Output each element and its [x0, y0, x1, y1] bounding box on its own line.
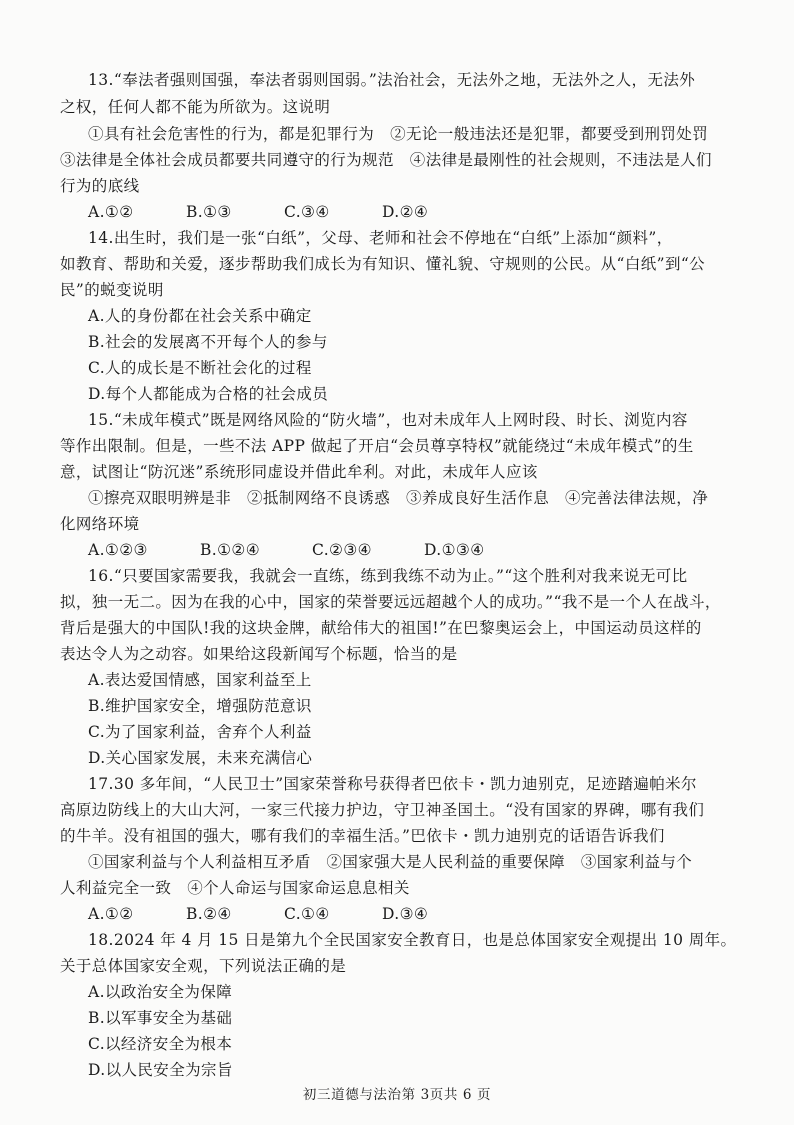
q13-option-b: B.①③	[186, 203, 232, 221]
q14-option-c: C.人的成长是不断社会化的过程	[88, 359, 312, 377]
q15-option-d: D.①③④	[424, 541, 485, 559]
q17-option-a: A.①②	[88, 905, 134, 923]
q16-option-c: C.为了国家利益，舍弃个人利益	[88, 723, 312, 741]
q15-option-c: C.②③④	[312, 541, 372, 559]
q15-stem-line-2: 等作出限制。但是，一些不法 APP 做起了开启“会员尊享特权”就能绕过“未成年模式”的生	[60, 437, 694, 455]
q13-option-a: A.①②	[88, 203, 134, 221]
q18-stem-line-1: 18.2024 年 4 月 15 日是第九个全民国家安全教育日，也是总体国家安全观提出 10 周年。	[88, 931, 737, 949]
q17-option-c: C.①④	[284, 905, 330, 923]
q13-stem-line-1: 13.“奉法者强则国强，奉法者弱则国弱。”法治社会，无法外之地，无法外之人，无法外	[88, 71, 696, 89]
q17-stem-line-2: 高原边防线上的大山大河，一家三代接力护边，守卫神圣国土。“没有国家的界碑，哪有我们	[60, 801, 705, 819]
q14-option-d: D.每个人都能成为合格的社会成员	[88, 385, 329, 403]
q13-stem-line-2: 之权，任何人都不能为所欲为。这说明	[60, 98, 331, 116]
q13-statement-line-3: 行为的底线	[60, 177, 140, 195]
q16-option-a: A.表达爱国情感，国家利益至上	[88, 671, 312, 689]
q17-stem-line-1: 17.30 多年间，“人民卫士”国家荣誉称号获得者巴依卡・凯力迪别克，足迹踏遍帕米尔	[88, 775, 697, 793]
q18-option-a: A.以政治安全为保障	[88, 983, 233, 1001]
q15-statement-line-2: 化网络环境	[60, 515, 140, 533]
q16-option-d: D.关心国家发展，未来充满信心	[88, 749, 313, 767]
q14-stem-line-3: 民”的蜕变说明	[60, 281, 164, 299]
page-footer: 初三道德与法治第 3页共 6 页	[302, 1087, 492, 1103]
q16-stem-line-2: 拟，独一无二。因为在我的心中，国家的荣誉要远远超越个人的成功。”“我不是一个人在战斗，	[60, 593, 721, 611]
q17-option-d: D.③④	[382, 905, 429, 923]
q13-statement-line-1: ①具有社会危害性的行为，都是犯罪行为 ②无论一般违法还是犯罪，都要受到刑罚处罚	[88, 125, 709, 143]
q17-statement-line-1: ①国家利益与个人利益相互矛盾 ②国家强大是人民利益的重要保障 ③国家利益与个	[88, 853, 693, 871]
q17-option-b: B.②④	[186, 905, 232, 923]
q18-option-b: B.以军事安全为基础	[88, 1009, 233, 1027]
q16-stem-line-4: 表达令人为之动容。如果给这段新闻写个标题，恰当的是	[60, 645, 458, 663]
q14-option-b: B.社会的发展离不开每个人的参与	[88, 333, 328, 351]
q13-option-d: D.②④	[382, 203, 429, 221]
q13-option-c: C.③④	[284, 203, 330, 221]
q16-stem-line-1: 16.“只要国家需要我，我就会一直练，练到我练不动为止。”“这个胜利对我来说无可比	[88, 567, 688, 585]
q15-stem-line-1: 15.“未成年模式”既是网络风险的“防火墙”，也对未成年人上网时段、时长、浏览内容	[88, 411, 688, 429]
q14-option-a: A.人的身份都在社会关系中确定	[88, 307, 312, 325]
q15-stem-line-3: 意，试图让“防沉迷”系统形同虚设并借此牟利。对此，未成年人应该	[60, 463, 538, 481]
q14-stem-line-2: 如教育、帮助和关爱，逐步帮助我们成长为有知识、懂礼貌、守规则的公民。从“白纸”到“公	[60, 255, 706, 273]
q17-stem-line-3: 的牛羊。没有祖国的强大，哪有我们的幸福生活。”巴依卡・凯力迪别克的话语告诉我们	[60, 827, 665, 845]
q14-stem-line-1: 14.出生时，我们是一张“白纸”，父母、老师和社会不停地在“白纸”上添加“颜料”，	[88, 229, 673, 247]
q13-statement-line-2: ③法律是全体社会成员都要共同遵守的行为规范 ④法律是最刚性的社会规则，不违法是人们	[60, 151, 712, 169]
q15-option-b: B.①②④	[200, 541, 261, 559]
q16-stem-line-3: 背后是强大的中国队!我的这块金牌，献给伟大的祖国!”在巴黎奥运会上，中国运动员这样的	[60, 619, 702, 637]
q18-stem-line-2: 关于总体国家安全观，下列说法正确的是	[60, 957, 347, 975]
q17-statement-line-2: 人利益完全一致 ④个人命运与国家命运息息相关	[60, 879, 410, 897]
q15-statement-line-1: ①擦亮双眼明辨是非 ②抵制网络不良诱惑 ③养成良好生活作息 ④完善法律法规，净	[88, 489, 709, 507]
q18-option-d: D.以人民安全为宗旨	[88, 1061, 233, 1079]
q18-option-c: C.以经济安全为根本	[88, 1035, 233, 1053]
q15-option-a: A.①②③	[88, 541, 148, 559]
q16-option-b: B.维护国家安全，增强防范意识	[88, 697, 312, 715]
